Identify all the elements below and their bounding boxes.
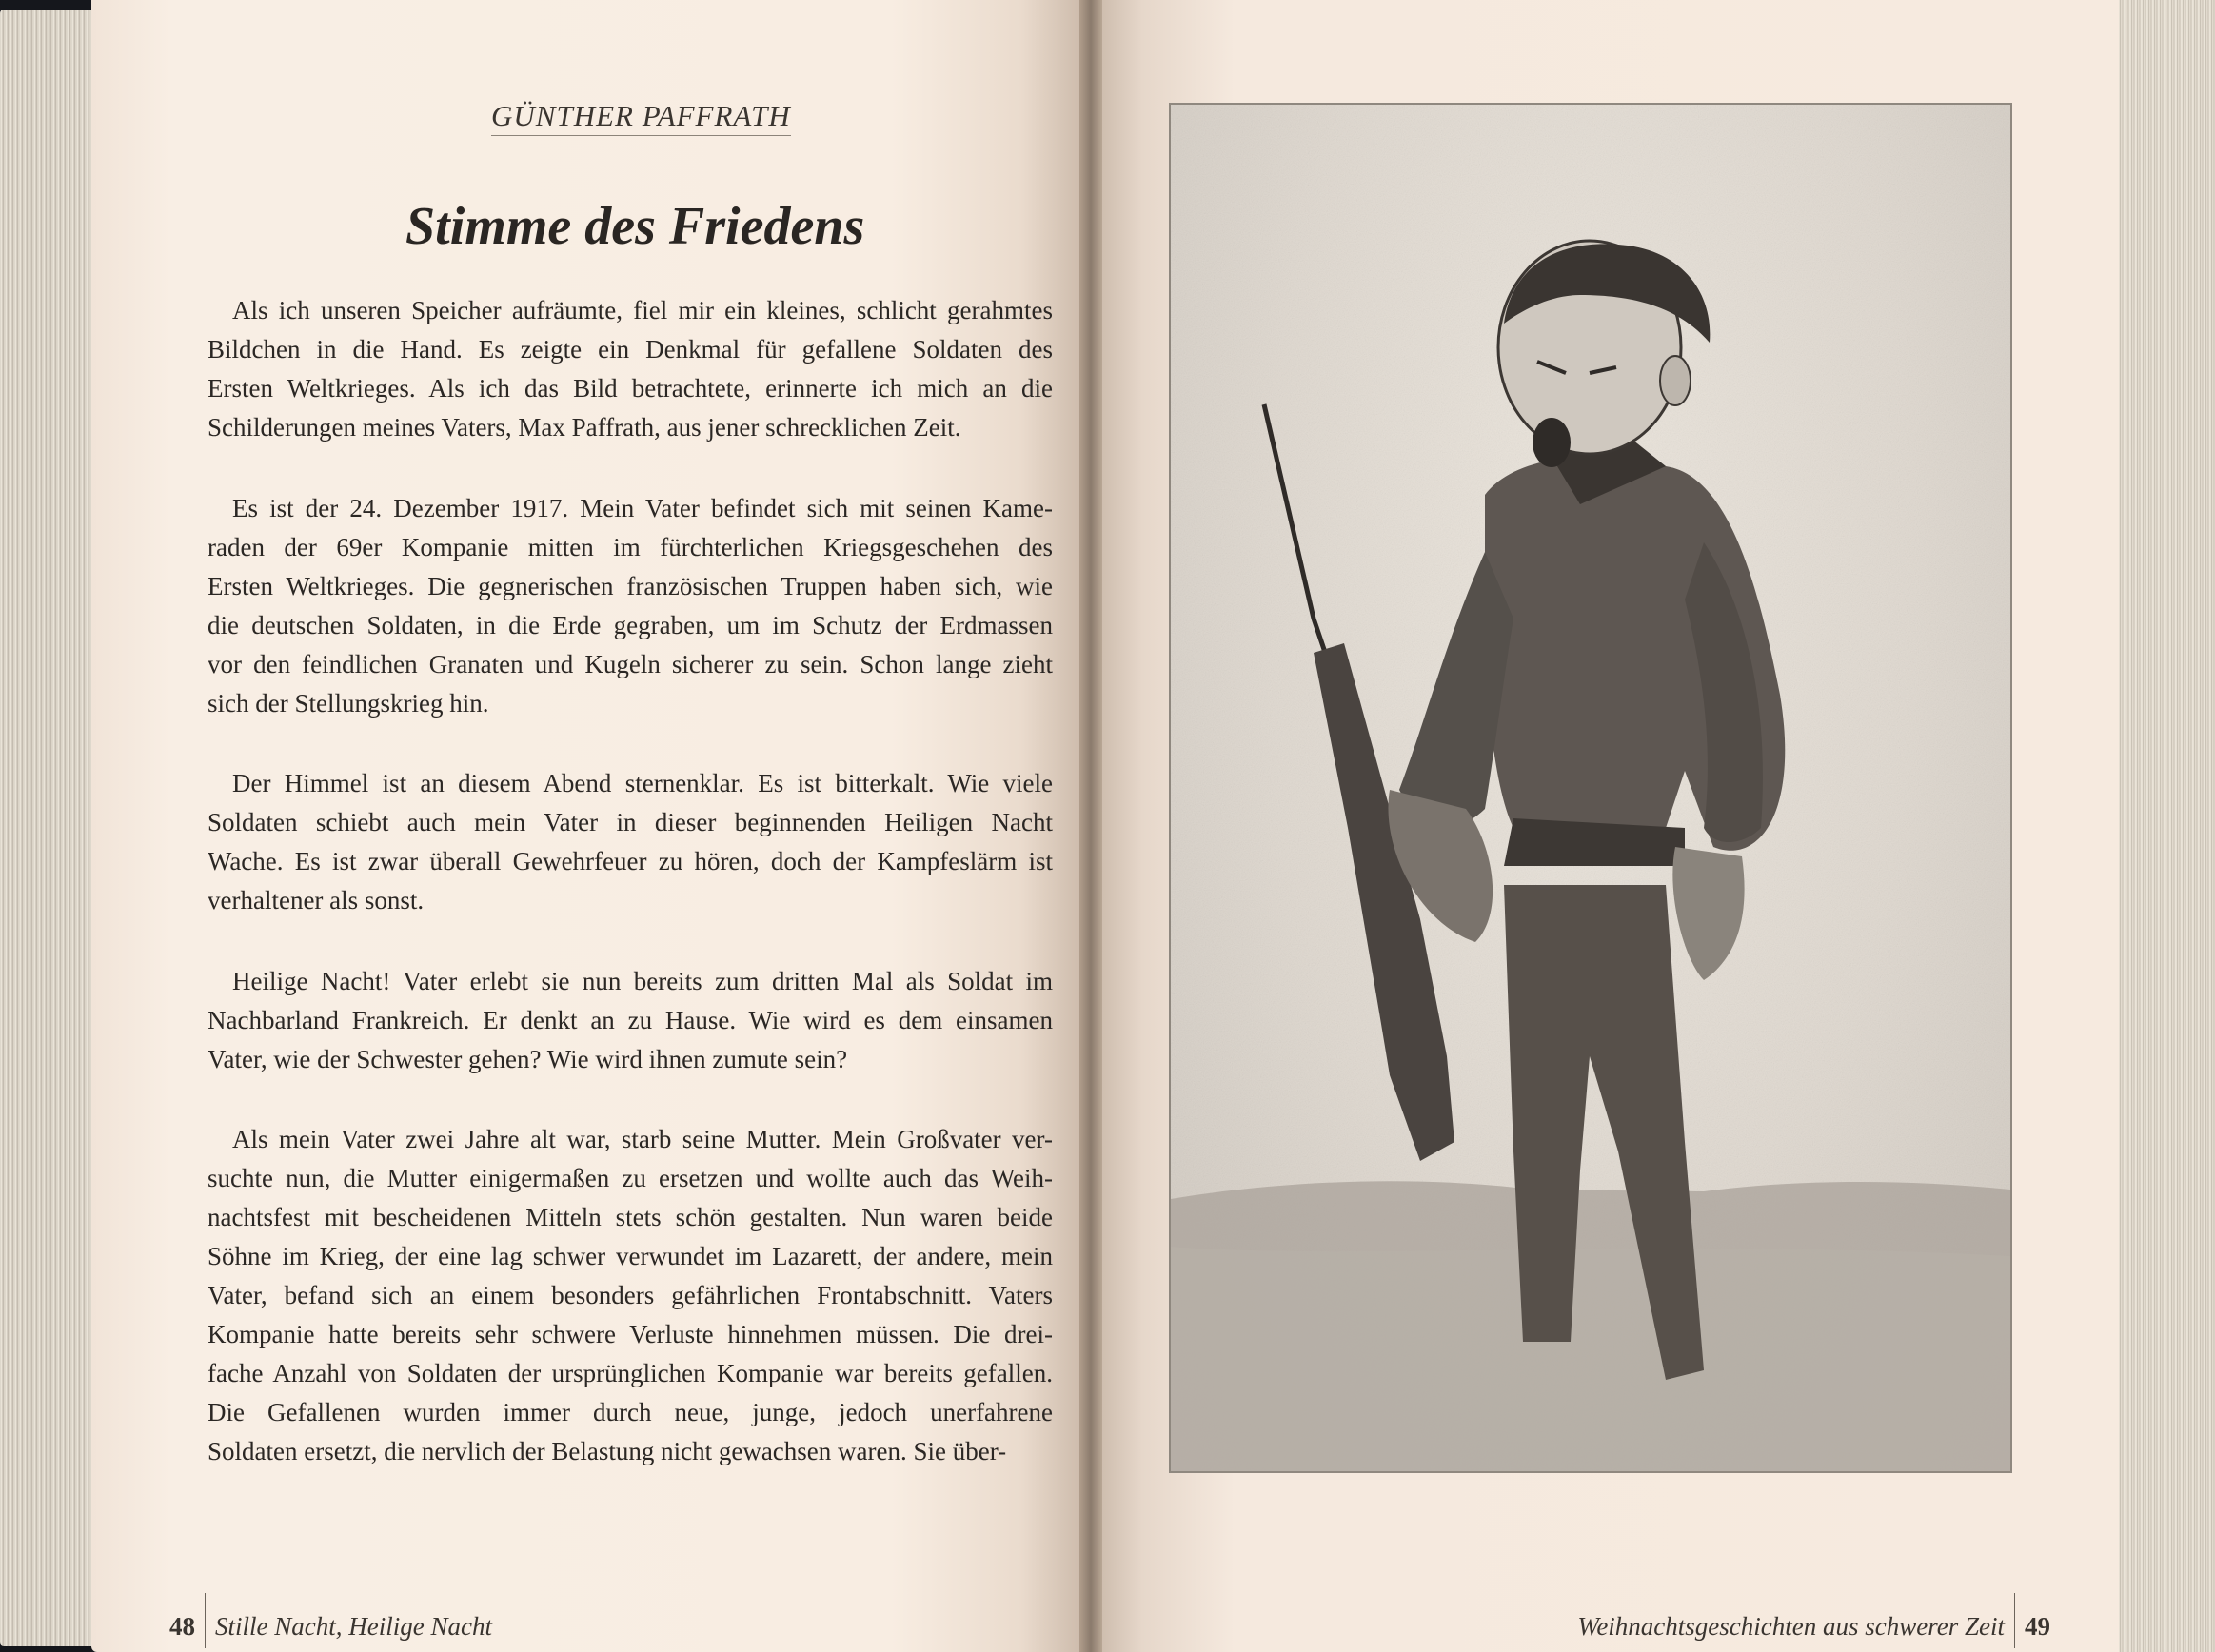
text-line: Die Gefallenen wurden immer durch neue, junge, jedoch unerfahrene xyxy=(208,1398,1053,1426)
story-title: Stimme des Friedens xyxy=(405,197,865,256)
footer-divider xyxy=(2014,1593,2015,1648)
text-line: Soldaten schiebt auch mein Vater in dieser beginnenden Heiligen Nacht xyxy=(208,808,1053,836)
text-line: Als ich unseren Speicher aufräumte, fiel mir ein kleines, schlicht gerahmtes xyxy=(232,296,1053,324)
text-line: Wache. Es ist zwar überall Gewehrfeuer zu hören, doch der Kampfeslärm ist xyxy=(208,847,1053,875)
paragraph xyxy=(208,962,1053,1079)
text-line: Der Himmel ist an diesem Abend sternenklar. Es ist bitterkalt. Wie viele xyxy=(232,769,1053,797)
text-line: fache Anzahl von Soldaten der ursprünglichen Kompanie war bereits gefallen. xyxy=(208,1359,1053,1387)
running-title-left: Stille Nacht, Heilige Nacht xyxy=(215,1612,492,1641)
text-line: nachtsfest mit bescheidenen Mitteln stets schön gestalten. Nun waren beide xyxy=(208,1203,1053,1231)
text-line: Ersten Weltkrieges. Die gegnerischen französischen Truppen haben sich, wie xyxy=(208,571,1053,600)
text-line: Es ist der 24. Dezember 1917. Mein Vater befindet sich mit seinen Kame- xyxy=(232,493,1053,522)
text-line: sich der Stellungskrieg hin. xyxy=(208,688,489,718)
singing-mouth xyxy=(1533,418,1571,467)
footer-right xyxy=(1577,1593,2050,1648)
text-line: Heilige Nacht! Vater erlebt sie nun bereits zum dritten Mal als Soldat im xyxy=(232,966,1053,995)
paragraph xyxy=(208,489,1053,723)
text-line: suchte nun, die Mutter einigermaßen zu ersetzen und wollte auch das Weih- xyxy=(208,1164,1053,1192)
text-line: Vater, befand sich an einem besonders gefährlichen Frontabschnitt. Vaters xyxy=(208,1281,1053,1309)
soldier-illustration xyxy=(1169,103,2012,1473)
soldier-ear xyxy=(1660,356,1691,405)
page-edges-right xyxy=(2104,0,2215,1652)
soldier-drawing xyxy=(1171,105,2010,1471)
text-line: Bildchen in die Hand. Es zeigte ein Denkmal für gefallene Soldaten des xyxy=(208,335,1053,364)
page-number-left: 48 xyxy=(169,1612,195,1641)
text-line: Vater, wie der Schwester gehen? Wie wird ihnen zumute sein? xyxy=(208,1044,848,1073)
footer-divider xyxy=(205,1593,206,1648)
ground-shadow xyxy=(1171,1247,2010,1471)
text-line: Kompanie hatte bereits sehr schwere Verluste hinnehmen müssen. Die drei- xyxy=(208,1320,1053,1348)
paragraph xyxy=(208,1120,1053,1471)
text-line: Söhne im Krieg, der eine lag schwer verwundet im Lazarett, der andere, mein xyxy=(208,1242,1053,1270)
text-line: Als mein Vater zwei Jahre alt war, starb seine Mutter. Mein Großvater ver- xyxy=(232,1125,1053,1153)
text-line: Ersten Weltkrieges. Als ich das Bild betrachtete, erinnerte ich mich an die xyxy=(208,374,1053,403)
text-line: vor den feindlichen Granaten und Kugeln sicherer zu sein. Schon lange zieht xyxy=(208,649,1053,678)
text-line: Soldaten ersetzt, die nervlich der Belastung nicht gewachsen waren. Sie über- xyxy=(208,1437,1007,1465)
text-line: Nachbarland Frankreich. Er denkt an zu Hause. Wie wird es dem einsamen xyxy=(208,1005,1053,1034)
book-gutter xyxy=(1079,0,1102,1652)
author-name: GÜNTHER PAFFRATH xyxy=(491,99,791,136)
text-line: Schilderungen meines Vaters, Max Paffrath, aus jener schrecklichen Zeit. xyxy=(208,413,961,442)
running-title-right: Weihnachtsgeschichten aus schwerer Zeit xyxy=(1577,1612,2005,1641)
text-line: raden der 69er Kompanie mitten im fürchterlichen Kriegsgeschehen des xyxy=(208,532,1053,561)
text-line: die deutschen Soldaten, in die Erde gegraben, um im Schutz der Erdmassen xyxy=(208,610,1053,639)
story-body xyxy=(208,291,1053,1513)
page-number-right: 49 xyxy=(2025,1612,2050,1641)
text-line: verhaltener als sonst. xyxy=(208,886,425,914)
paragraph xyxy=(208,291,1053,447)
paragraph xyxy=(208,764,1053,920)
footer-left xyxy=(169,1593,492,1648)
